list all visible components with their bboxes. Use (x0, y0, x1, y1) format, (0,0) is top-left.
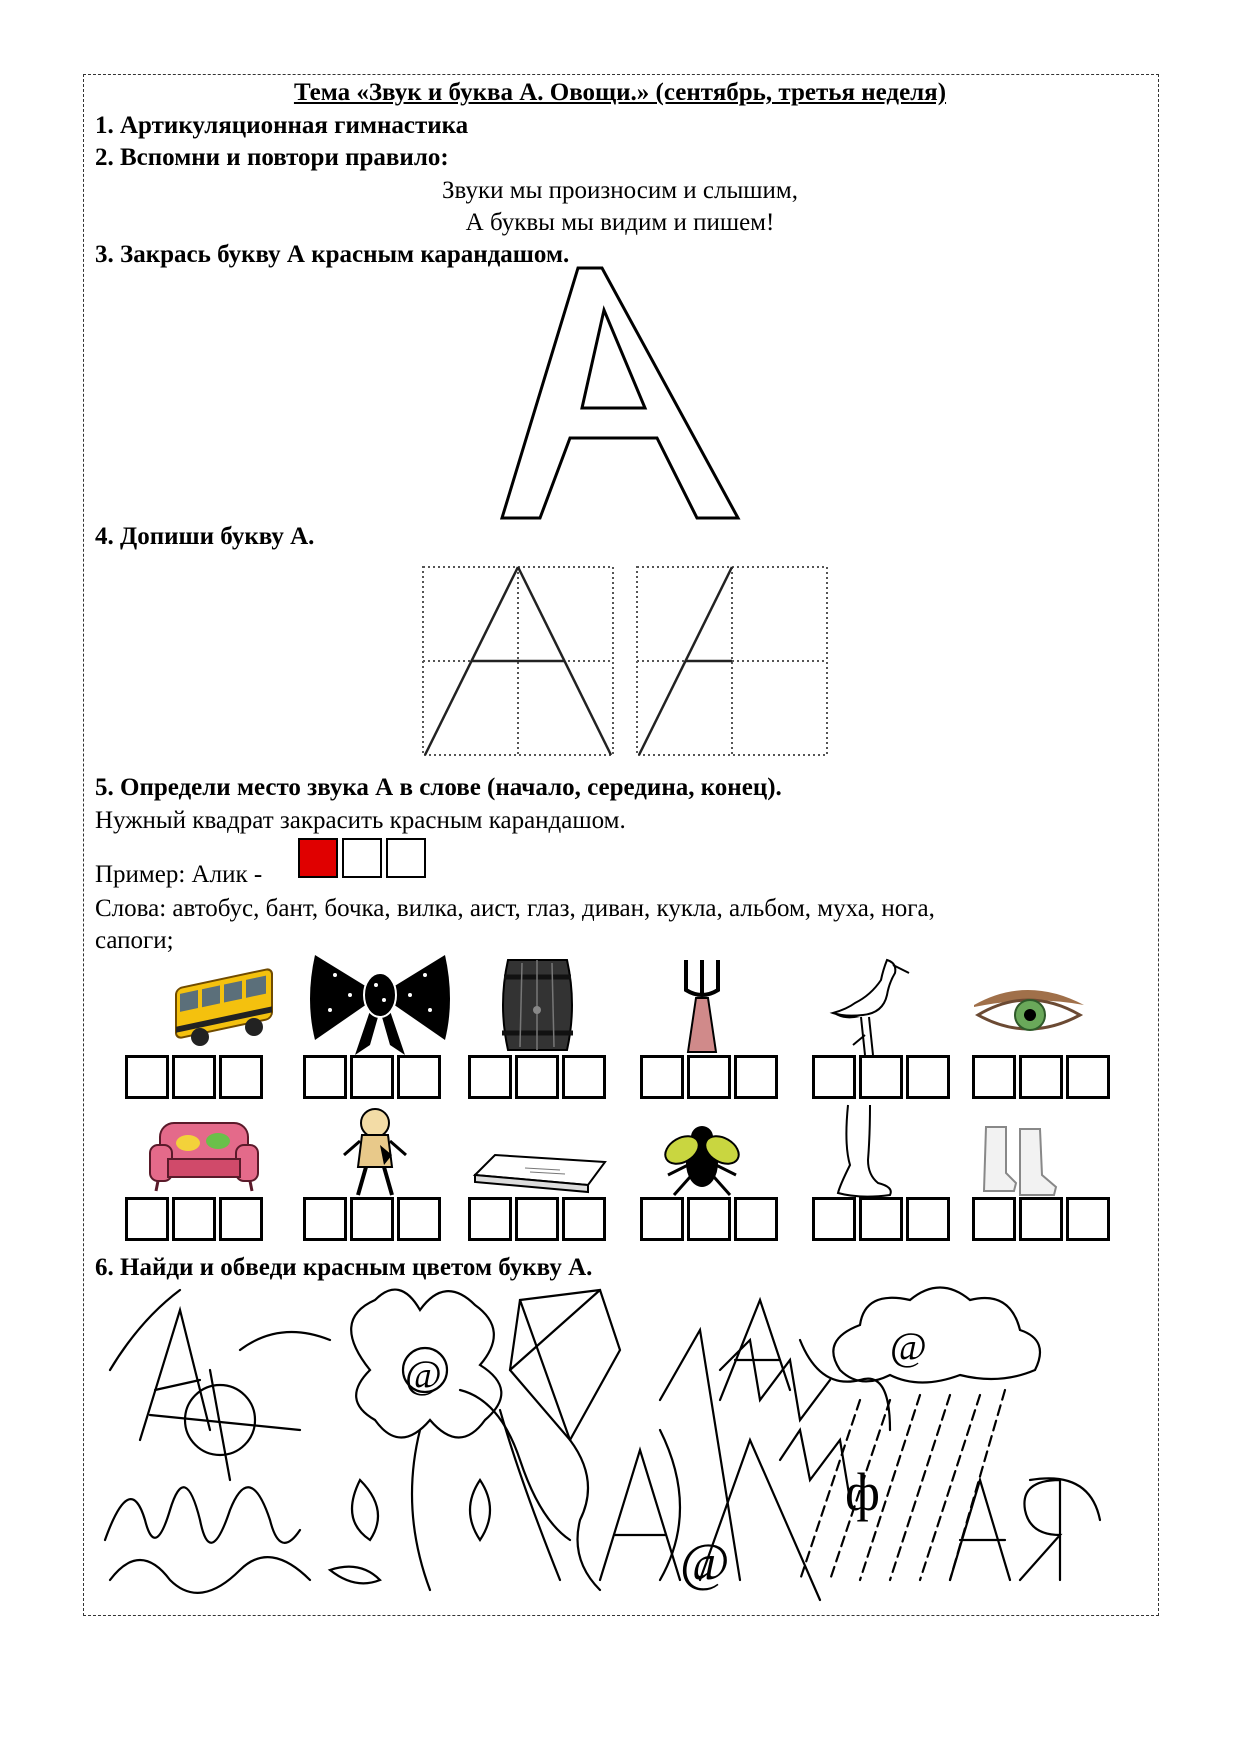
fly-icon (660, 1115, 745, 1200)
answer-square[interactable] (687, 1197, 731, 1241)
task-2-heading: 2. Вспомни и повтори правило: (95, 144, 449, 171)
example-square-1 (298, 838, 338, 878)
example-square-3 (386, 838, 426, 878)
task-3-heading: 3. Закрась букву А красным карандашом. (95, 241, 570, 268)
answer-square[interactable] (1066, 1055, 1110, 1099)
answer-square[interactable] (972, 1197, 1016, 1241)
rule-line-2: А буквы мы видим и пишем! (465, 209, 775, 236)
task-1-heading: 1. Артикуляционная гимнастика (95, 112, 469, 139)
answer-square[interactable] (397, 1197, 441, 1241)
answer-square[interactable] (219, 1055, 263, 1099)
answer-square[interactable] (1019, 1197, 1063, 1241)
task-5-heading: 5. Определи место звука А в слове (начало, середина, конец). (95, 774, 782, 801)
answer-square[interactable] (219, 1197, 263, 1241)
answer-squares-3[interactable] (468, 1055, 609, 1099)
answer-square[interactable] (397, 1055, 441, 1099)
outline-letter-a[interactable] (500, 268, 740, 523)
answer-squares-9[interactable] (468, 1197, 609, 1241)
answer-squares-12[interactable] (972, 1197, 1113, 1241)
answer-square[interactable] (859, 1197, 903, 1241)
task-6-heading: 6. Найди и обведи красным цветом букву А. (95, 1254, 593, 1281)
answer-square[interactable] (972, 1055, 1016, 1099)
leg-icon (830, 1105, 900, 1200)
example-label: Пример: Алик - (95, 861, 263, 888)
answer-squares-8[interactable] (303, 1197, 444, 1241)
answer-squares-5[interactable] (812, 1055, 953, 1099)
page-title: Тема «Звук и буква А. Овощи.» (сентябрь, третья неделя) (293, 79, 947, 106)
answer-square[interactable] (172, 1197, 216, 1241)
answer-square[interactable] (468, 1197, 512, 1241)
answer-square[interactable] (859, 1055, 903, 1099)
letter-tracing-area[interactable] (415, 565, 835, 760)
example-square-2 (342, 838, 382, 878)
eye-icon (972, 985, 1087, 1045)
album-icon (470, 1150, 610, 1195)
answer-square[interactable] (303, 1055, 347, 1099)
answer-square[interactable] (640, 1055, 684, 1099)
find-letter-scribble[interactable] (100, 1280, 1150, 1600)
example-squares (298, 838, 430, 878)
answer-square[interactable] (350, 1197, 394, 1241)
answer-square[interactable] (515, 1055, 559, 1099)
barrel-icon (500, 955, 575, 1055)
boots-icon (980, 1125, 1060, 1200)
doll-icon (340, 1105, 410, 1200)
svg-text:@: @ (680, 1532, 730, 1592)
svg-text:@: @ (405, 1352, 442, 1397)
sofa-icon (148, 1115, 260, 1195)
answer-squares-1[interactable] (125, 1055, 266, 1099)
answer-square[interactable] (640, 1197, 684, 1241)
answer-square[interactable] (172, 1055, 216, 1099)
answer-square[interactable] (687, 1055, 731, 1099)
answer-squares-2[interactable] (303, 1055, 444, 1099)
answer-square[interactable] (1019, 1055, 1063, 1099)
answer-square[interactable] (906, 1055, 950, 1099)
answer-square[interactable] (468, 1055, 512, 1099)
answer-square[interactable] (350, 1055, 394, 1099)
task-5-instruction: Нужный квадрат закрасить красным карандашом. (95, 807, 626, 834)
svg-text:ф: ф (845, 1462, 880, 1522)
answer-square[interactable] (812, 1197, 856, 1241)
answer-square[interactable] (562, 1197, 606, 1241)
answer-squares-10[interactable] (640, 1197, 781, 1241)
answer-square[interactable] (562, 1055, 606, 1099)
words-line-1: Слова: автобус, бант, бочка, вилка, аист, глаз, диван, кукла, альбом, муха, нога, (95, 895, 935, 922)
answer-square[interactable] (125, 1055, 169, 1099)
answer-square[interactable] (515, 1197, 559, 1241)
svg-text:@: @ (890, 1324, 927, 1369)
answer-square[interactable] (734, 1197, 778, 1241)
answer-square[interactable] (1066, 1197, 1110, 1241)
answer-square[interactable] (303, 1197, 347, 1241)
answer-square[interactable] (906, 1197, 950, 1241)
bus-icon (170, 955, 280, 1050)
answer-squares-7[interactable] (125, 1197, 266, 1241)
task-4-heading: 4. Допиши букву А. (95, 523, 315, 550)
answer-squares-4[interactable] (640, 1055, 781, 1099)
answer-square[interactable] (125, 1197, 169, 1241)
words-line-2: сапоги; (95, 927, 174, 954)
fork-icon (680, 960, 725, 1055)
stork-icon (825, 955, 910, 1060)
answer-squares-11[interactable] (812, 1197, 953, 1241)
bow-icon (310, 950, 450, 1055)
answer-squares-6[interactable] (972, 1055, 1113, 1099)
rule-line-1: Звуки мы произносим и слышим, (442, 177, 798, 204)
answer-square[interactable] (812, 1055, 856, 1099)
answer-square[interactable] (734, 1055, 778, 1099)
